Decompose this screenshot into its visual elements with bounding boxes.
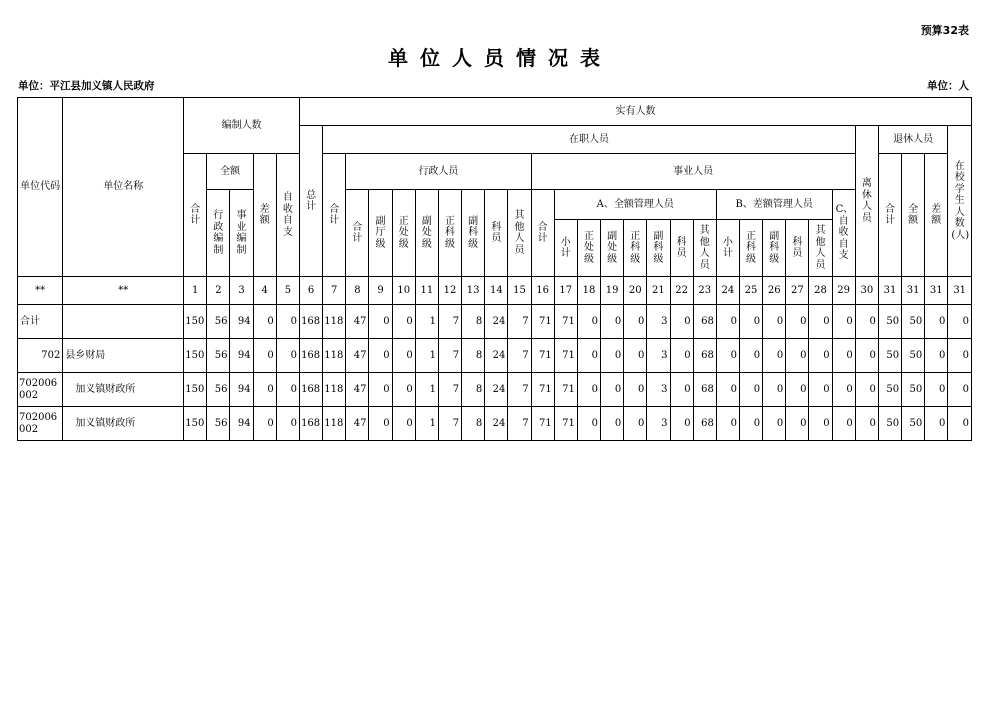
value-cell: 150 [184,339,207,373]
header-retired-diff: 差额 [925,154,948,277]
value-cell: 68 [693,373,716,407]
value-cell: 0 [369,407,392,441]
column-index-cell: 12 [438,277,461,305]
column-index-cell: 10 [392,277,415,305]
header-retired-staff: 退休人员 [878,126,947,154]
column-index-cell: 16 [531,277,554,305]
value-cell: 150 [184,373,207,407]
header-a-deputy-section: 副科级 [647,220,670,277]
value-cell: 71 [554,339,577,373]
column-index-cell: 9 [369,277,392,305]
value-cell: 50 [878,339,901,373]
value-cell: 7 [508,339,531,373]
value-cell: 0 [832,373,855,407]
value-cell: 50 [902,339,925,373]
value-cell: 7 [438,373,461,407]
unit-name: 县乡财局 [63,339,184,373]
unit-code: 702 [41,349,61,361]
value-cell: 0 [716,305,739,339]
column-index-cell: 25 [739,277,762,305]
value-cell: 94 [230,373,253,407]
value-cell: 71 [531,305,554,339]
value-cell: 0 [763,305,786,339]
value-cell: 118 [323,339,346,373]
value-cell: 0 [786,407,809,441]
value-cell: 0 [948,339,972,373]
column-index-cell: 2 [207,277,230,305]
value-cell: 56 [207,373,230,407]
header-self-funded: 自收自支 [276,154,299,277]
value-cell: 1 [415,373,438,407]
value-cell: 0 [763,407,786,441]
value-cell: 0 [925,407,948,441]
value-cell: 68 [693,305,716,339]
column-index-cell: 31 [925,277,948,305]
value-cell: 24 [485,305,508,339]
value-cell: 0 [369,339,392,373]
column-index-cell: 6 [300,277,323,305]
value-cell: 0 [624,407,647,441]
header-deputy-dept: 副厅级 [369,190,392,277]
value-cell: 71 [531,373,554,407]
header-in-service: 在职人员 [323,126,856,154]
value-cell: 0 [786,373,809,407]
value-cell: 0 [763,373,786,407]
table-row [18,305,972,339]
unit-code: 合计 [20,315,40,327]
column-index-cell: 4 [253,277,276,305]
unit-name: 加义镇财政所 [63,407,184,441]
value-cell: 0 [739,373,762,407]
value-cell: 0 [763,339,786,373]
unit-code-cell [18,339,63,373]
unit-code: 702006002 [19,412,58,435]
unit-name: 加义镇财政所 [63,373,184,407]
column-index-cell: 13 [462,277,485,305]
value-cell: 94 [230,407,253,441]
header-b-section-member: 科员 [786,220,809,277]
value-cell: 0 [253,373,276,407]
value-cell: 71 [531,339,554,373]
value-cell: 0 [786,305,809,339]
header-unit-name: 单位名称 [63,98,184,277]
table-row [18,373,972,407]
header-a-full-mgmt: A、全额管理人员 [554,190,716,220]
value-cell: 0 [276,305,299,339]
value-cell: 0 [253,407,276,441]
value-cell: 47 [346,373,369,407]
value-cell: 0 [739,339,762,373]
value-cell: 71 [531,407,554,441]
page-title: 单位人员情况表 [388,46,612,70]
header-a-section-member: 科员 [670,220,693,277]
column-index-cell: 31 [902,277,925,305]
header-admin-staff: 行政人员 [346,154,531,190]
unit-name [63,305,184,339]
column-index-cell: 23 [693,277,716,305]
header-section-chief: 正科级 [438,190,461,277]
header-full-quota: 全额 [207,154,253,190]
value-cell: 0 [739,305,762,339]
value-cell: 0 [253,339,276,373]
value-cell: 7 [508,305,531,339]
header-admin-total: 合计 [346,190,369,277]
header-unit-code: 单位代码 [18,98,63,277]
column-index-cell: 7 [323,277,346,305]
header-a-other: 其他人员 [693,220,716,277]
table-body [18,305,972,441]
value-cell: 1 [415,407,438,441]
value-cell: 0 [253,305,276,339]
header-a-deputy-div: 副处级 [601,220,624,277]
reporting-unit: 单位：平江县加义镇人民政府 [18,80,155,92]
header-section-member: 科员 [485,190,508,277]
value-cell: 0 [832,339,855,373]
value-cell: 0 [855,373,878,407]
value-cell: 0 [670,339,693,373]
value-cell: 94 [230,305,253,339]
measurement-unit: 单位：人 [927,80,969,92]
value-cell: 3 [647,339,670,373]
value-cell: 118 [323,305,346,339]
column-index-cell: 22 [670,277,693,305]
value-cell: 3 [647,407,670,441]
header-in-service-total: 合计 [323,154,346,277]
header-total-all: 总计 [300,126,323,277]
value-cell: 0 [601,305,624,339]
column-index-cell: 17 [554,277,577,305]
header-students: 在校学生人数(人) [948,126,972,277]
header-deputy-div: 副处级 [415,190,438,277]
value-cell: 0 [577,339,600,373]
column-index-cell: ** [18,277,63,305]
value-cell: 0 [276,373,299,407]
value-cell: 0 [925,305,948,339]
header-other-staff: 其他人员 [508,190,531,277]
value-cell: 168 [300,339,323,373]
value-cell: 168 [300,373,323,407]
value-cell: 0 [809,339,832,373]
value-cell: 50 [902,407,925,441]
header-a-subtotal: 小计 [554,220,577,277]
header-c-self-funded: C、自收自支 [832,190,855,277]
column-index-cell: 20 [624,277,647,305]
value-cell: 68 [693,339,716,373]
value-cell: 50 [878,407,901,441]
value-cell: 7 [438,339,461,373]
column-index-cell: 11 [415,277,438,305]
value-cell: 0 [855,407,878,441]
value-cell: 8 [462,373,485,407]
value-cell: 0 [786,339,809,373]
value-cell: 0 [809,305,832,339]
header-b-other: 其他人员 [809,220,832,277]
column-index-cell: 5 [276,277,299,305]
value-cell: 0 [577,305,600,339]
form-number: 预算32表 [920,24,969,37]
value-cell: 0 [832,407,855,441]
column-index-cell: 27 [786,277,809,305]
value-cell: 0 [670,407,693,441]
value-cell: 1 [415,339,438,373]
value-cell: 0 [832,305,855,339]
value-cell: 0 [716,373,739,407]
header-b-deputy-section: 副科级 [763,220,786,277]
value-cell: 0 [809,407,832,441]
header-retired-cadre: 离休人员 [855,126,878,277]
value-cell: 7 [508,373,531,407]
header-a-section-chief: 正科级 [624,220,647,277]
column-index-cell: 18 [577,277,600,305]
column-index-cell: 30 [855,277,878,305]
value-cell: 0 [670,305,693,339]
column-index-cell: 31 [948,277,972,305]
value-cell: 1 [415,305,438,339]
value-cell: 0 [624,373,647,407]
value-cell: 71 [554,305,577,339]
value-cell: 0 [809,373,832,407]
value-cell: 7 [438,407,461,441]
value-cell: 168 [300,305,323,339]
column-index-cell: 3 [230,277,253,305]
column-index-cell: 26 [763,277,786,305]
value-cell: 0 [948,305,972,339]
unit-code-cell [18,305,63,339]
value-cell: 8 [462,407,485,441]
column-index-cell: 19 [601,277,624,305]
value-cell: 0 [577,373,600,407]
value-cell: 168 [300,407,323,441]
value-cell: 7 [438,305,461,339]
value-cell: 56 [207,305,230,339]
value-cell: 71 [554,373,577,407]
value-cell: 50 [902,305,925,339]
value-cell: 0 [392,373,415,407]
header-b-section-chief: 正科级 [739,220,762,277]
value-cell: 0 [855,339,878,373]
value-cell: 94 [230,339,253,373]
value-cell: 50 [902,373,925,407]
value-cell: 0 [601,339,624,373]
value-cell: 0 [739,407,762,441]
header-div-chief: 正处级 [392,190,415,277]
value-cell: 0 [392,407,415,441]
value-cell: 50 [878,305,901,339]
value-cell: 0 [276,339,299,373]
value-cell: 7 [508,407,531,441]
unit-code: 702006002 [19,378,58,401]
value-cell: 71 [554,407,577,441]
personnel-table [17,97,972,441]
column-index-cell: 8 [346,277,369,305]
value-cell: 0 [601,373,624,407]
value-cell: 0 [925,373,948,407]
value-cell: 0 [392,339,415,373]
header-staffing: 编制人数 [184,98,300,154]
column-index-cell: 14 [485,277,508,305]
value-cell: 0 [392,305,415,339]
value-cell: 3 [647,305,670,339]
table-row [18,407,972,441]
column-index-cell: 29 [832,277,855,305]
value-cell: 0 [601,407,624,441]
column-index-cell: 1 [184,277,207,305]
value-cell: 68 [693,407,716,441]
unit-code-cell [18,407,63,441]
column-index-cell: 24 [716,277,739,305]
header-b-subtotal: 小计 [716,220,739,277]
value-cell: 0 [670,373,693,407]
value-cell: 56 [207,339,230,373]
column-index-cell: 21 [647,277,670,305]
value-cell: 0 [716,339,739,373]
table-row [18,339,972,373]
column-index-cell: 15 [508,277,531,305]
value-cell: 150 [184,407,207,441]
value-cell: 118 [323,373,346,407]
header-retired-total: 合计 [878,154,901,277]
header-b-diff-mgmt: B、差额管理人员 [716,190,832,220]
value-cell: 47 [346,407,369,441]
value-cell: 0 [369,305,392,339]
header-admin-establish: 行政编制 [207,190,230,277]
header-inst-total: 合计 [531,190,554,277]
column-index-cell: ** [63,277,184,305]
header-a-div-chief: 正处级 [577,220,600,277]
value-cell: 24 [485,339,508,373]
column-index-cell: 31 [878,277,901,305]
header-retired-full: 全额 [902,154,925,277]
value-cell: 0 [276,407,299,441]
value-cell: 24 [485,407,508,441]
value-cell: 8 [462,305,485,339]
header-staffing-total: 合计 [184,154,207,277]
value-cell: 0 [369,373,392,407]
column-index-cell: 28 [809,277,832,305]
value-cell: 150 [184,305,207,339]
header-deputy-section: 副科级 [462,190,485,277]
value-cell: 0 [624,339,647,373]
value-cell: 0 [925,339,948,373]
value-cell: 0 [855,305,878,339]
value-cell: 56 [207,407,230,441]
header-inst-staff: 事业人员 [531,154,855,190]
value-cell: 47 [346,339,369,373]
value-cell: 0 [948,373,972,407]
value-cell: 0 [577,407,600,441]
value-cell: 50 [878,373,901,407]
value-cell: 118 [323,407,346,441]
header-diff-quota: 差额 [253,154,276,277]
value-cell: 3 [647,373,670,407]
value-cell: 0 [948,407,972,441]
header-inst-establish: 事业编制 [230,190,253,277]
column-index-row [18,277,972,305]
header-actual: 实有人数 [300,98,972,126]
unit-code-cell [18,373,63,407]
value-cell: 0 [716,407,739,441]
value-cell: 47 [346,305,369,339]
value-cell: 24 [485,373,508,407]
value-cell: 0 [624,305,647,339]
value-cell: 8 [462,339,485,373]
